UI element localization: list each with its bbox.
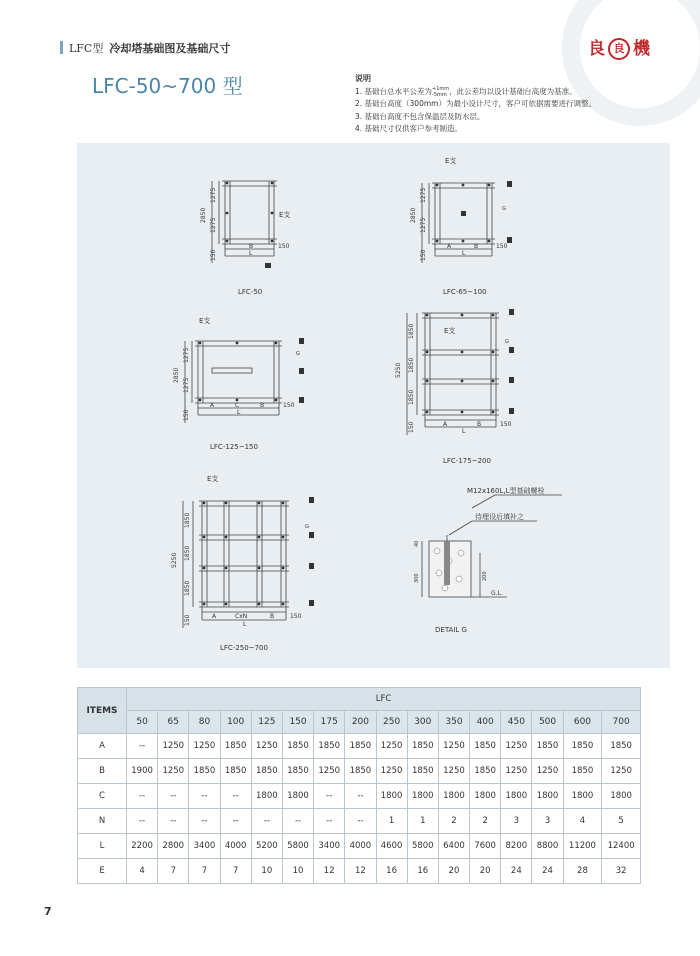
lfc-group-header: LFC <box>127 688 641 711</box>
d4-col-a: A <box>443 421 448 428</box>
table-cell: 3400 <box>189 834 220 859</box>
drawing-panel <box>77 143 670 668</box>
table-cell: 1800 <box>438 784 469 809</box>
table-cell: 1800 <box>407 784 438 809</box>
table-row <box>78 859 641 884</box>
table-cell: 8800 <box>532 834 563 859</box>
dimension-table <box>77 687 641 884</box>
table-cell: 12 <box>345 859 376 884</box>
d3-dim-b: 1275 <box>183 377 190 393</box>
d1-col-l: L <box>249 250 253 257</box>
d2-col-b: B <box>474 243 479 250</box>
detail-bolt-label: M12x160L,L型基础螺栓 <box>467 487 545 495</box>
table-cell: 1850 <box>282 759 313 784</box>
table-cell: 5800 <box>407 834 438 859</box>
header-title: 冷却塔基础图及基础尺寸 <box>109 42 231 55</box>
note-4: 4. 基础尺寸仅供客户参考制造。 <box>355 124 463 133</box>
size-header: 125 <box>251 711 282 734</box>
size-header: 65 <box>158 711 189 734</box>
table-cell: 1250 <box>501 759 532 784</box>
table-cell: 1800 <box>532 784 563 809</box>
d3-col-b: B <box>260 402 265 409</box>
table-cell: -- <box>220 784 251 809</box>
table-cell: 1850 <box>407 759 438 784</box>
table-cell: 1850 <box>189 759 220 784</box>
detail-h3: 200 <box>482 571 488 581</box>
table-cell: 16 <box>376 859 407 884</box>
size-header: 450 <box>501 711 532 734</box>
table-cell: -- <box>127 784 158 809</box>
table-cell: 5200 <box>251 834 282 859</box>
table-cell: 2800 <box>158 834 189 859</box>
d2-dim-a: 1275 <box>420 187 427 203</box>
note-1-text: 1. 基础台总水平公差为 <box>355 86 433 96</box>
table-cell: 1850 <box>563 734 602 759</box>
table-cell: -- <box>345 784 376 809</box>
table-cell: 1850 <box>345 759 376 784</box>
page-number: 7 <box>44 905 52 918</box>
table-cell: 1250 <box>501 734 532 759</box>
table-row <box>78 809 641 834</box>
brand-char-2: 機 <box>633 39 650 59</box>
d1-label: LFC-50 <box>238 288 263 296</box>
d2-support: E支 <box>445 157 457 165</box>
size-header-row <box>78 711 641 734</box>
d5-side: 150 <box>290 613 302 620</box>
size-header: 200 <box>345 711 376 734</box>
table-cell: 1850 <box>345 734 376 759</box>
table-cell: 1850 <box>220 759 251 784</box>
row-label: E <box>78 859 127 884</box>
table-cell: 7 <box>158 859 189 884</box>
table-cell: 1850 <box>470 759 501 784</box>
table-cell: 1850 <box>251 759 282 784</box>
row-label: L <box>78 834 127 859</box>
table-cell: 4000 <box>220 834 251 859</box>
d1-support: E支 <box>279 211 291 219</box>
d3-col-l: L <box>237 409 241 416</box>
table-cell: 12 <box>314 859 345 884</box>
d5-col-cxn: CxN <box>235 613 248 620</box>
table-cell: 4 <box>563 809 602 834</box>
size-header: 50 <box>127 711 158 734</box>
d4-dim-total: 5250 <box>395 362 402 378</box>
d3-label: LFC-125~150 <box>210 443 258 451</box>
brand-char-1: 良 <box>588 39 605 59</box>
size-header: 600 <box>563 711 602 734</box>
table-cell: 10 <box>251 859 282 884</box>
row-label: C <box>78 784 127 809</box>
size-header: 100 <box>220 711 251 734</box>
tolerance-lower: -5mm <box>432 91 447 98</box>
table-cell: 20 <box>438 859 469 884</box>
d1-dim-total: 2850 <box>200 207 207 223</box>
table-cell: 1250 <box>314 759 345 784</box>
row-label: N <box>78 809 127 834</box>
table-cell: 1850 <box>563 759 602 784</box>
d5-support: E支 <box>207 475 219 483</box>
d5-dim-a: 1850 <box>184 512 191 528</box>
table-cell: 10 <box>282 859 313 884</box>
table-cell: -- <box>314 784 345 809</box>
d1-dim-c: 150 <box>210 249 217 261</box>
size-header: 80 <box>189 711 220 734</box>
d3-dim-c: 150 <box>183 409 190 421</box>
table-cell: 1800 <box>501 784 532 809</box>
table-cell: 1800 <box>563 784 602 809</box>
size-header: 700 <box>602 711 641 734</box>
table-row <box>78 734 641 759</box>
table-cell: -- <box>220 809 251 834</box>
table-cell: 1250 <box>376 734 407 759</box>
detail-g <box>414 486 562 634</box>
table-cell: 3 <box>501 809 532 834</box>
table-cell: 4 <box>127 859 158 884</box>
table-row <box>78 784 641 809</box>
detail-h2: 300 <box>414 573 420 583</box>
table-cell: 1250 <box>602 759 641 784</box>
table-cell: 1250 <box>158 734 189 759</box>
table-cell: 4000 <box>345 834 376 859</box>
section-header <box>60 40 230 56</box>
table-cell: 2 <box>438 809 469 834</box>
table-cell: -- <box>251 809 282 834</box>
detail-fill-label: 待埋设后填补之 <box>475 513 524 521</box>
d4-dim-c: 1850 <box>408 389 415 405</box>
table-cell: 2 <box>470 809 501 834</box>
detail-h1: 40 <box>414 540 420 547</box>
d4-dim-d: 150 <box>408 421 415 433</box>
size-header: 150 <box>282 711 313 734</box>
d1-dim-b: 1275 <box>210 217 217 233</box>
diagram-lfc-175-200 <box>395 309 514 465</box>
table-cell: 1850 <box>407 734 438 759</box>
d2-dim-c: 150 <box>420 249 427 261</box>
d3-mark-g: G <box>296 351 300 357</box>
diagram-lfc-125-150 <box>173 316 304 451</box>
table-cell: 1850 <box>532 734 563 759</box>
d5-label: LFC-250~700 <box>220 644 268 652</box>
table-cell: -- <box>282 809 313 834</box>
notes-block <box>355 73 596 136</box>
table-cell: 1850 <box>282 734 313 759</box>
size-header: 350 <box>438 711 469 734</box>
table-cell: 6400 <box>438 834 469 859</box>
table-cell: 11200 <box>563 834 602 859</box>
d4-dim-b: 1850 <box>408 357 415 373</box>
table-cell: 1250 <box>438 759 469 784</box>
table-cell: 1850 <box>602 734 641 759</box>
note-1-text-end: ，此公差均以设计基础台高度为基准。 <box>449 86 577 96</box>
size-header: 175 <box>314 711 345 734</box>
table-cell: 1 <box>407 809 438 834</box>
row-label: B <box>78 759 127 784</box>
table-row <box>78 834 641 859</box>
table-cell: -- <box>314 809 345 834</box>
table-row <box>78 759 641 784</box>
d2-dim-b: 1275 <box>420 217 427 233</box>
note-3: 3. 基础台高度不包含保温层及防水层。 <box>355 111 485 121</box>
table-cell: 16 <box>407 859 438 884</box>
d3-col-c: C <box>235 402 240 409</box>
table-body <box>78 734 641 884</box>
d2-mark-g: G <box>502 206 506 212</box>
notes-title: 说明 <box>355 74 371 83</box>
table-cell: -- <box>345 809 376 834</box>
table-cell: 1800 <box>470 784 501 809</box>
d2-col-a: A <box>447 243 452 250</box>
table-cell: 7600 <box>470 834 501 859</box>
table-cell: 1800 <box>602 784 641 809</box>
detail-gl: G.L. <box>491 590 503 597</box>
table-cell: 32 <box>602 859 641 884</box>
d3-side: 150 <box>283 402 295 409</box>
table-cell: -- <box>127 734 158 759</box>
d5-dim-d: 150 <box>184 614 191 626</box>
table-cell: 3 <box>532 809 563 834</box>
table-cell: 8200 <box>501 834 532 859</box>
table-cell: 20 <box>470 859 501 884</box>
d4-label: LFC-175~200 <box>443 457 491 465</box>
table-cell: 2200 <box>127 834 158 859</box>
size-header: 250 <box>376 711 407 734</box>
table-cell: 3400 <box>314 834 345 859</box>
d5-dim-b: 1850 <box>184 545 191 561</box>
table-cell: 1250 <box>158 759 189 784</box>
table-cell: 4600 <box>376 834 407 859</box>
table-cell: -- <box>189 809 220 834</box>
d4-side: 150 <box>500 421 512 428</box>
table-cell: 7 <box>220 859 251 884</box>
note-2: 2. 基础台高度（300mm）为最小设计尺寸，客户可依据需要进行调整。 <box>355 99 596 108</box>
table-cell: 1250 <box>376 759 407 784</box>
table-cell: 1800 <box>251 784 282 809</box>
table-cell: 1250 <box>251 734 282 759</box>
d2-col-l: L <box>462 250 466 257</box>
table-cell: 1900 <box>127 759 158 784</box>
table-cell: 1250 <box>532 759 563 784</box>
table-cell: 5 <box>602 809 641 834</box>
diagram-lfc-250-700 <box>171 474 314 652</box>
d4-col-b: B <box>477 421 482 428</box>
header-accent-bar <box>60 41 63 54</box>
d3-dim-total: 2850 <box>173 367 180 383</box>
d4-dim-a: 1850 <box>408 323 415 339</box>
d4-col-l: L <box>462 428 466 435</box>
size-header: 300 <box>407 711 438 734</box>
detail-label: DETAIL G <box>435 626 467 634</box>
size-header: 500 <box>532 711 563 734</box>
diagram-lfc-50 <box>200 181 290 296</box>
row-label: A <box>78 734 127 759</box>
tolerance-upper: +1mm <box>432 85 450 92</box>
table-cell: -- <box>158 809 189 834</box>
table-cell: 1800 <box>376 784 407 809</box>
d2-label: LFC-65~100 <box>443 288 487 296</box>
items-header: ITEMS <box>78 688 127 734</box>
table-cell: 28 <box>563 859 602 884</box>
d5-col-a: A <box>212 613 217 620</box>
d1-side: 150 <box>278 243 290 250</box>
d5-dim-total: 5250 <box>171 552 178 568</box>
d2-dim-total: 2850 <box>410 207 417 223</box>
diagram-lfc-65-100 <box>410 156 512 296</box>
d5-dim-c: 1850 <box>184 580 191 596</box>
d5-col-b: B <box>270 613 275 620</box>
d4-support: E支 <box>444 327 456 335</box>
brand-emblem: 良 <box>608 38 630 60</box>
brand-logo <box>588 34 650 60</box>
d2-side: 150 <box>496 243 508 250</box>
d3-dim-a: 1275 <box>183 347 190 363</box>
page-title: LFC-50~700 型 <box>92 74 243 98</box>
table-cell: 1850 <box>314 734 345 759</box>
table-cell: 12400 <box>602 834 641 859</box>
d1-col-b: B <box>249 243 254 250</box>
note-1 <box>355 86 596 99</box>
table-cell: 24 <box>532 859 563 884</box>
table-cell: -- <box>127 809 158 834</box>
size-header: 400 <box>470 711 501 734</box>
table-cell: -- <box>158 784 189 809</box>
d1-dim-a: 1275 <box>210 187 217 203</box>
table-cell: 7 <box>189 859 220 884</box>
table-cell: 5800 <box>282 834 313 859</box>
d3-col-a: A <box>210 402 215 409</box>
table-cell: 1250 <box>189 734 220 759</box>
table-cell: -- <box>189 784 220 809</box>
d5-mark-g: G <box>305 524 309 530</box>
table-cell: 1250 <box>438 734 469 759</box>
table-cell: 1 <box>376 809 407 834</box>
table-cell: 1800 <box>282 784 313 809</box>
table-cell: 24 <box>501 859 532 884</box>
header-series: LFC型 <box>69 42 104 55</box>
d5-col-l: L <box>243 621 247 628</box>
d3-support: E支 <box>199 317 211 325</box>
table-cell: 1850 <box>220 734 251 759</box>
d4-mark-g: G <box>505 339 509 345</box>
table-cell: 1850 <box>470 734 501 759</box>
